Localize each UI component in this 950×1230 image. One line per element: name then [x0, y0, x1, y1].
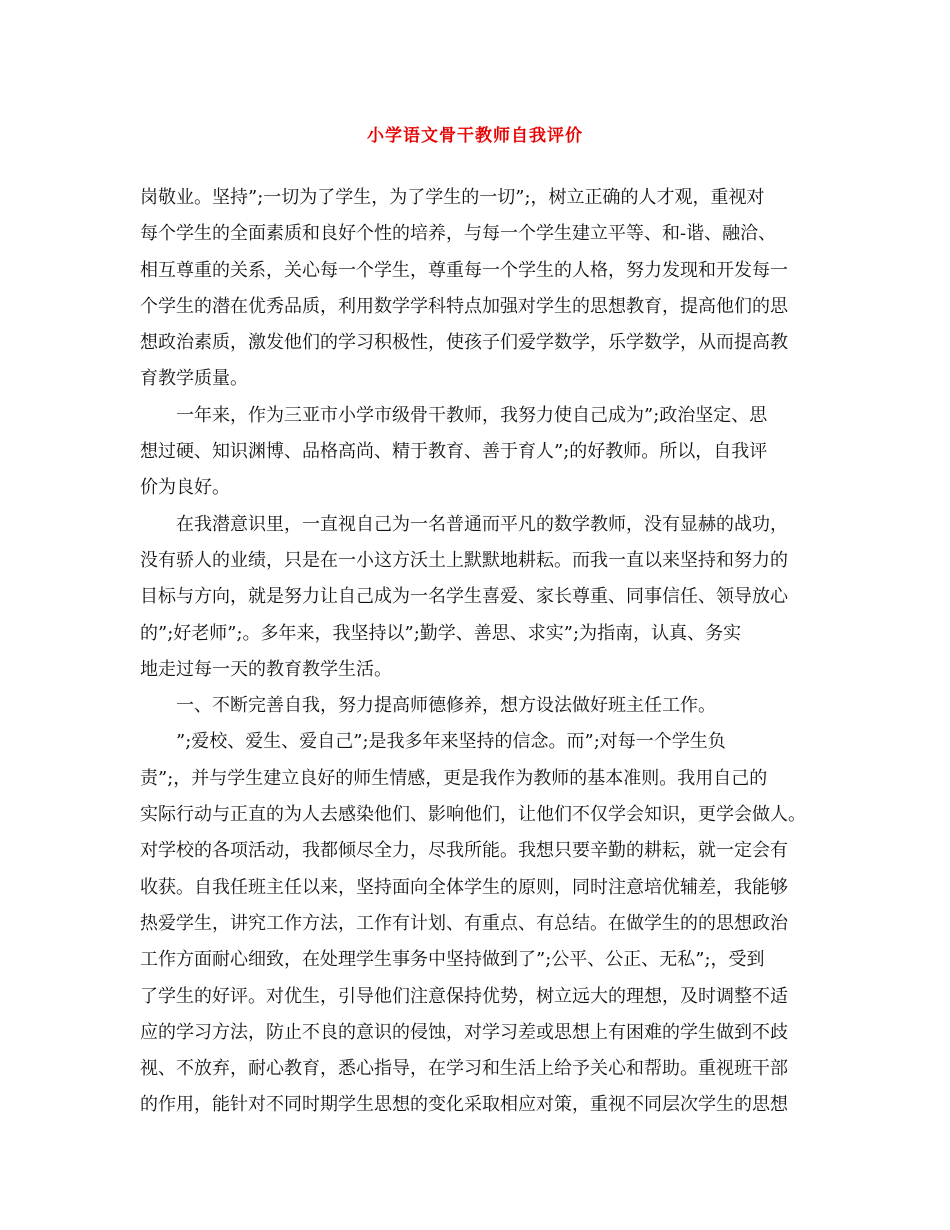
- text-line: 没有骄人的业绩，只是在一小这方沃土上默默地耕耘。而我一直以来坚持和努力的: [140, 549, 788, 571]
- text-line: 了学生的好评。对优生，引导他们注意保持优势，树立远大的理想，及时调整不适: [140, 985, 788, 1007]
- text-line: 收获。自我任班主任以来，坚持面向全体学生的原则，同时注意培优辅差，我能够: [140, 876, 788, 898]
- text-line: 一年来，作为三亚市小学市级骨干教师，我努力使自己成为”;政治坚定、思: [176, 404, 768, 426]
- section-heading: 一、不断完善自我，努力提高师德修养，想方设法做好班主任工作。: [176, 695, 716, 717]
- text-line: 应的学习方法，防止不良的意识的侵蚀，对学习差或思想上有困难的学生做到不歧: [140, 1021, 788, 1043]
- text-line: 热爱学生，讲究工作方法，工作有计划、有重点、有总结。在做学生的的思想政治: [140, 912, 788, 934]
- text-line: 目标与方向，就是努力让自己成为一名学生喜爱、家长尊重、同事信任、领导放心: [140, 586, 788, 608]
- document-title: 小学语文骨干教师自我评价: [367, 126, 583, 146]
- text-line: 每个学生的全面素质和良好个性的培养，与每一个学生建立平等、和-谐、融洽、: [140, 223, 777, 245]
- text-line: 对学校的各项活动，我都倾尽全力，尽我所能。我想只要辛勤的耕耘，就一定会有: [140, 840, 788, 862]
- text-line: 责”;，并与学生建立良好的师生情感，更是我作为教师的基本准则。我用自己的: [140, 767, 768, 789]
- text-line: 的”;好老师”;。多年来，我坚持以”;勤学、善思、求实”;为指南，认真、务实: [140, 622, 742, 644]
- text-line: 在我潜意识里，一直视自己为一名普通而平凡的数学教师，没有显赫的战功，: [176, 513, 788, 535]
- text-line: 地走过每一天的教育教学生活。: [140, 658, 392, 680]
- text-line: ”;爱校、爱生、爱自己”;是我多年来坚持的信念。而”;对每一个学生负: [176, 731, 726, 753]
- text-line: 想政治素质，激发他们的学习积极性，使孩子们爱学数学，乐学数学，从而提高教: [140, 332, 788, 354]
- text-line: 想过硬、知识渊博、品格高尚、精于教育、善于育人”;的好教师。所以，自我评: [140, 441, 768, 463]
- text-line: 岗敬业。坚持”;一切为了学生，为了学生的一切”;，树立正确的人才观，重视对: [140, 187, 765, 208]
- text-line: 个学生的潜在优秀品质，利用数学学科特点加强对学生的思想教育，提高他们的思: [140, 295, 788, 317]
- document-body: [140, 180, 830, 1124]
- text-line: 实际行动与正直的为人去感染他们、影响他们，让他们不仅学会知识，更学会做人。: [140, 804, 806, 826]
- text-line: 相互尊重的关系，关心每一个学生，尊重每一个学生的人格，努力发现和开发每一: [140, 259, 788, 281]
- text-line: 视、不放弃，耐心教育，悉心指导，在学习和生活上给予关心和帮助。重视班干部: [140, 1058, 788, 1080]
- text-line: 的作用，能针对不同时期学生思想的变化采取相应对策，重视不同层次学生的思想: [140, 1094, 788, 1116]
- text-line: 价为良好。: [140, 477, 230, 499]
- text-line: 工作方面耐心细致，在处理学生事务中坚持做到了”;公平、公正、无私”;，受到: [140, 949, 765, 971]
- text-line: 育教学质量。: [140, 368, 248, 390]
